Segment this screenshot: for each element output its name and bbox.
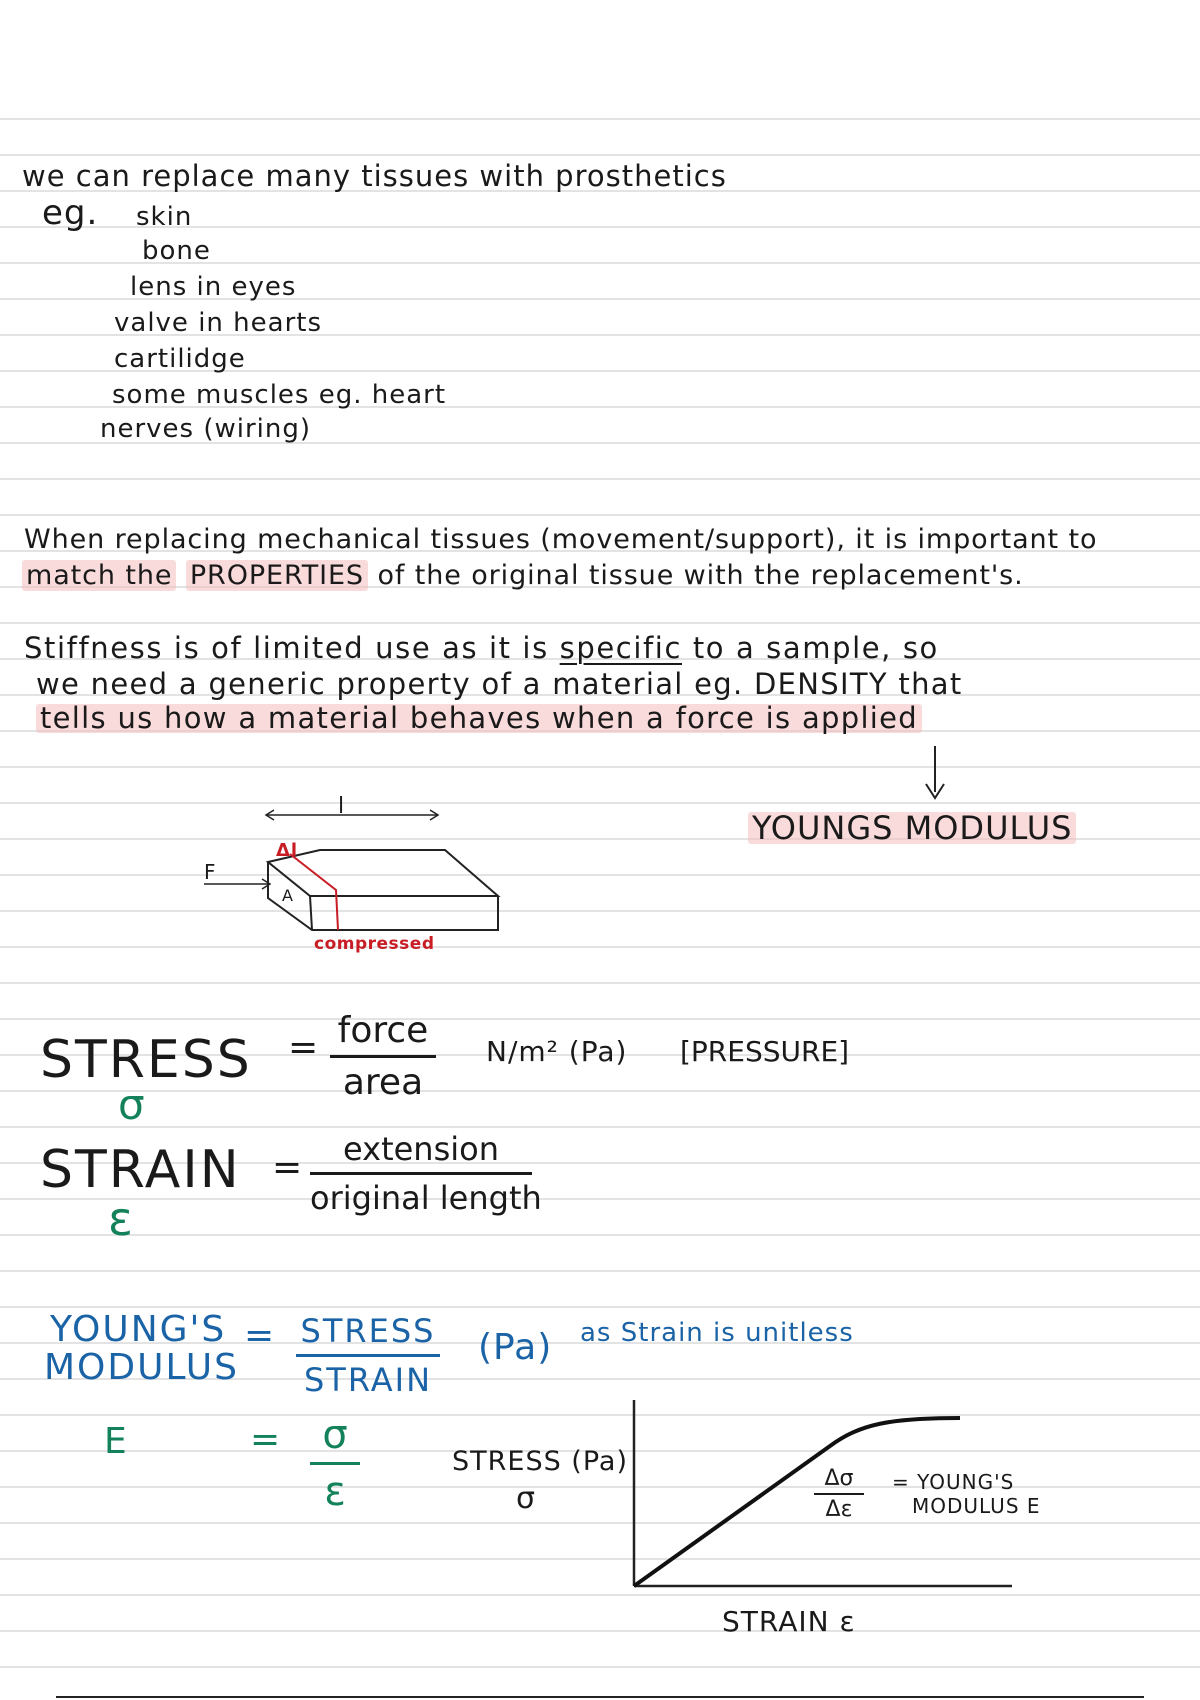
graph-y-label: STRESS (Pa) (452, 1446, 628, 1477)
ym-word-line1: YOUNG'S (50, 1309, 227, 1350)
youngs-modulus-label: YOUNGS MODULUS (748, 812, 1076, 844)
pressure-label: [PRESSURE] (680, 1035, 850, 1068)
stiffness-text-b: to a sample, so (692, 631, 939, 665)
block-top-face (268, 850, 498, 896)
stiffness-text-a: Stiffness is of limited use as it is (24, 631, 549, 665)
eg-label: eg. (42, 193, 99, 233)
graph-y-symbol: σ (516, 1481, 537, 1516)
bottom-divider (56, 1696, 1144, 1698)
strain-denominator: original length (310, 1179, 542, 1217)
ym-equals: = (244, 1315, 276, 1356)
mechanical-tissues-line2 (22, 562, 1024, 589)
e-equals: = (250, 1419, 282, 1460)
e-fraction (310, 1412, 360, 1515)
stress-word: STRESS (40, 1030, 252, 1090)
stiffness-line2: we need a generic property of a material eg. DENSITY that (36, 667, 963, 701)
e-symbol: E (104, 1421, 128, 1462)
example-item: cartilidge (114, 344, 246, 374)
example-item: bone (142, 236, 211, 266)
stiffness-line1 (24, 631, 939, 665)
slope-text-line2: MODULUS E (912, 1494, 1041, 1518)
stiffness-line3: tells us how a material behaves when a force is applied (36, 704, 922, 733)
specific-word: specific (559, 631, 682, 665)
example-item: valve in hearts (114, 308, 322, 338)
stress-numerator: force (337, 1010, 429, 1051)
ym-units: (Pa) (478, 1327, 553, 1368)
mechanical-tissues-line1: When replacing mechanical tissues (movement/support), it is important to (24, 524, 1098, 555)
e-denominator: ε (324, 1469, 346, 1515)
intro-text: we can replace many tissues with prosthetics (22, 159, 727, 193)
stress-symbol: σ (118, 1080, 146, 1129)
stress-fraction (330, 1010, 436, 1103)
stress-units: N/m² (Pa) (486, 1035, 628, 1068)
stress-equals: = (288, 1027, 320, 1068)
slope-text-line1: = YOUNG'S (892, 1470, 1015, 1494)
slope-fraction (814, 1466, 864, 1522)
ym-denominator: STRAIN (303, 1361, 433, 1399)
ym-numerator: STRESS (300, 1312, 436, 1350)
strain-symbol: ε (108, 1192, 134, 1246)
line2-end-text: of the original tissue with the replacement's. (377, 560, 1024, 591)
example-item: some muscles eg. heart (112, 380, 447, 410)
delta-l-label: Δl (276, 840, 299, 861)
example-item: nerves (wiring) (100, 414, 312, 444)
compressed-label: compressed (314, 934, 435, 954)
match-the-text: match the (22, 560, 176, 591)
strain-numerator: extension (343, 1130, 499, 1168)
graph-x-label: STRAIN ε (722, 1605, 856, 1638)
slope-numerator: Δσ (824, 1466, 854, 1491)
ym-fraction (296, 1312, 440, 1399)
length-label: l (338, 794, 346, 819)
strain-equals: = (272, 1147, 304, 1188)
properties-keyword: PROPERTIES (186, 560, 368, 591)
ym-word-line2: MODULUS (44, 1347, 239, 1388)
slope-denominator: Δε (825, 1497, 853, 1522)
stress-denominator: area (342, 1062, 424, 1103)
strain-fraction (310, 1130, 542, 1217)
down-arrow-icon (920, 744, 950, 804)
e-numerator: σ (322, 1412, 348, 1458)
force-label: F (204, 860, 217, 884)
ym-unitless-note: as Strain is unitless (580, 1318, 854, 1348)
example-item: lens in eyes (130, 272, 297, 302)
area-label: A (282, 886, 294, 905)
strain-word: STRAIN (40, 1140, 241, 1200)
example-item: skin (136, 202, 193, 232)
